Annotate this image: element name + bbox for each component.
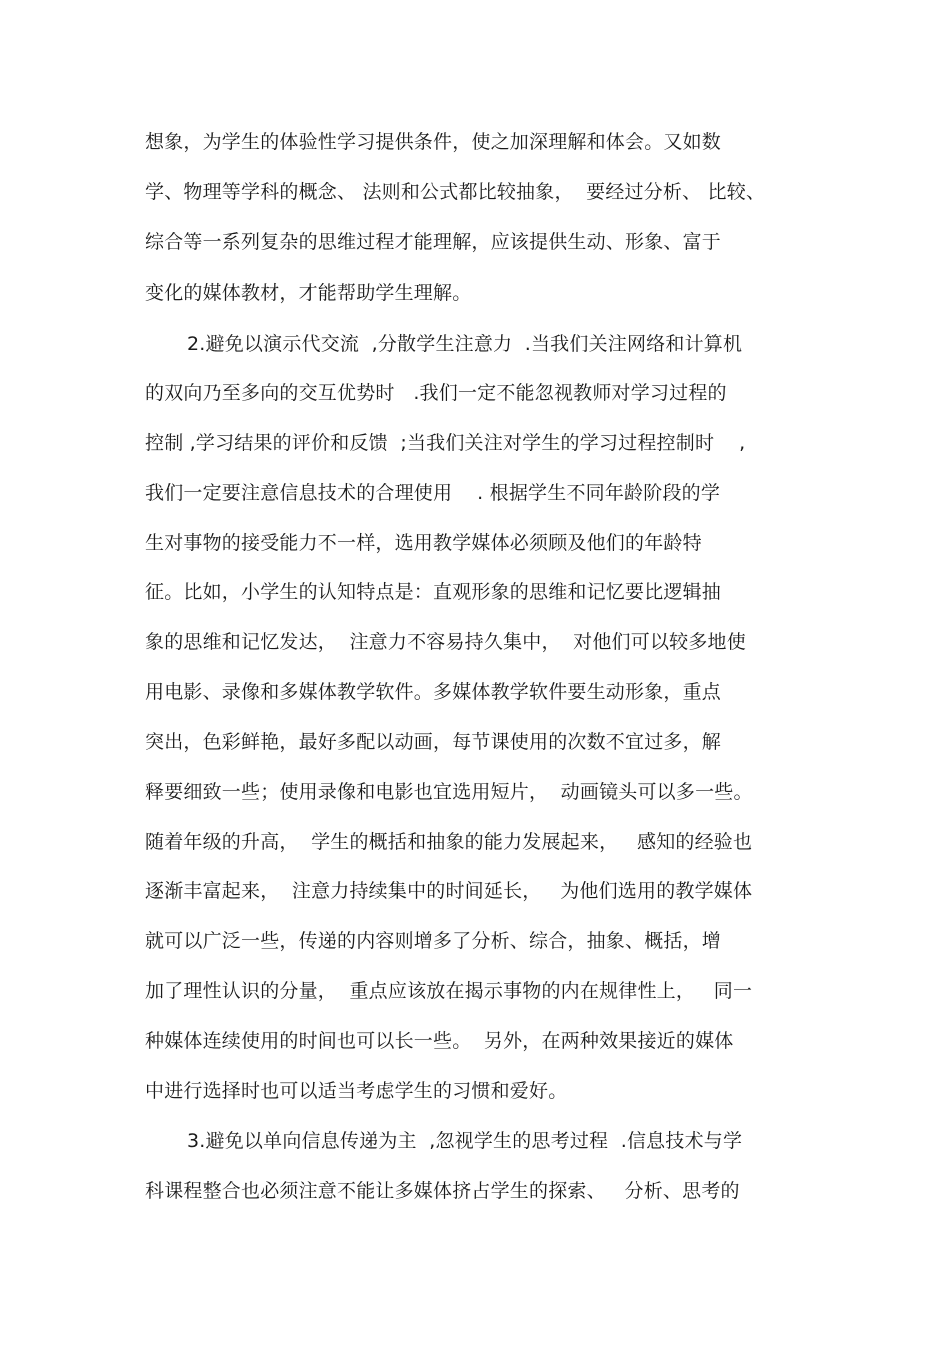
paragraph-3-heading-line: 3.避免以单向信息传递为主 ,忽视学生的思考过程 .信息技术与学 [187, 1130, 743, 1152]
text-line: 中进行选择时也可以适当考虑学生的习惯和爱好。 [145, 1080, 568, 1102]
text-line: 随着年级的升高， 学生的概括和抽象的能力发展起来， 感知的经验也 [145, 831, 753, 853]
text-line: 的双向乃至多向的交互优势时 .我们一定不能忽视教师对学习过程的 [145, 382, 727, 404]
paragraph-2-heading-line: 2.避免以演示代交流 ,分散学生注意力 .当我们关注网络和计算机 [187, 333, 743, 355]
text-line: 种媒体连续使用的时间也可以长一些。 另外，在两种效果接近的媒体 [145, 1030, 734, 1052]
text-line: 综合等一系列复杂的思维过程才能理解，应该提供生动、形象、富于 [145, 231, 722, 253]
text-line: 用电影、录像和多媒体教学软件。多媒体教学软件要生动形象，重点 [145, 681, 722, 703]
text-line: 控制 ,学习结果的评价和反馈 ;当我们关注对学生的学习过程控制时 , [145, 432, 746, 454]
text-line: 逐渐丰富起来， 注意力持续集中的时间延长， 为他们选用的教学媒体 [145, 880, 753, 902]
text-line: 科课程整合也必须注意不能让多媒体挤占学生的探索、 分析、思考的 [145, 1180, 740, 1202]
text-line: 就可以广泛一些，传递的内容则增多了分析、综合，抽象、概括，增 [145, 930, 722, 952]
text-line: 征。比如，小学生的认知特点是：直观形象的思维和记忆要比逻辑抽 [145, 581, 722, 603]
text-line: 想象，为学生的体验性学习提供条件，使之加深理解和体会。又如数 [145, 131, 722, 153]
text-line: 生对事物的接受能力不一样，选用教学媒体必须顾及他们的年龄特 [145, 532, 702, 554]
text-line: 加了理性认识的分量， 重点应该放在揭示事物的内在规律性上， 同一 [145, 980, 753, 1002]
text-line: 学、物理等学科的概念、 法则和公式都比较抽象， 要经过分析、 比较、 [145, 181, 766, 203]
text-line: 我们一定要注意信息技术的合理使用 . 根据学生不同年龄阶段的学 [145, 482, 721, 504]
text-line: 变化的媒体教材，才能帮助学生理解。 [145, 282, 472, 304]
text-line: 释要细致一些；使用录像和电影也宜选用短片， 动画镜头可以多一些。 [145, 781, 753, 803]
text-line: 象的思维和记忆发达， 注意力不容易持久集中， 对他们可以较多地使 [145, 631, 746, 653]
text-line: 突出，色彩鲜艳，最好多配以动画，每节课使用的次数不宜过多，解 [145, 731, 722, 753]
